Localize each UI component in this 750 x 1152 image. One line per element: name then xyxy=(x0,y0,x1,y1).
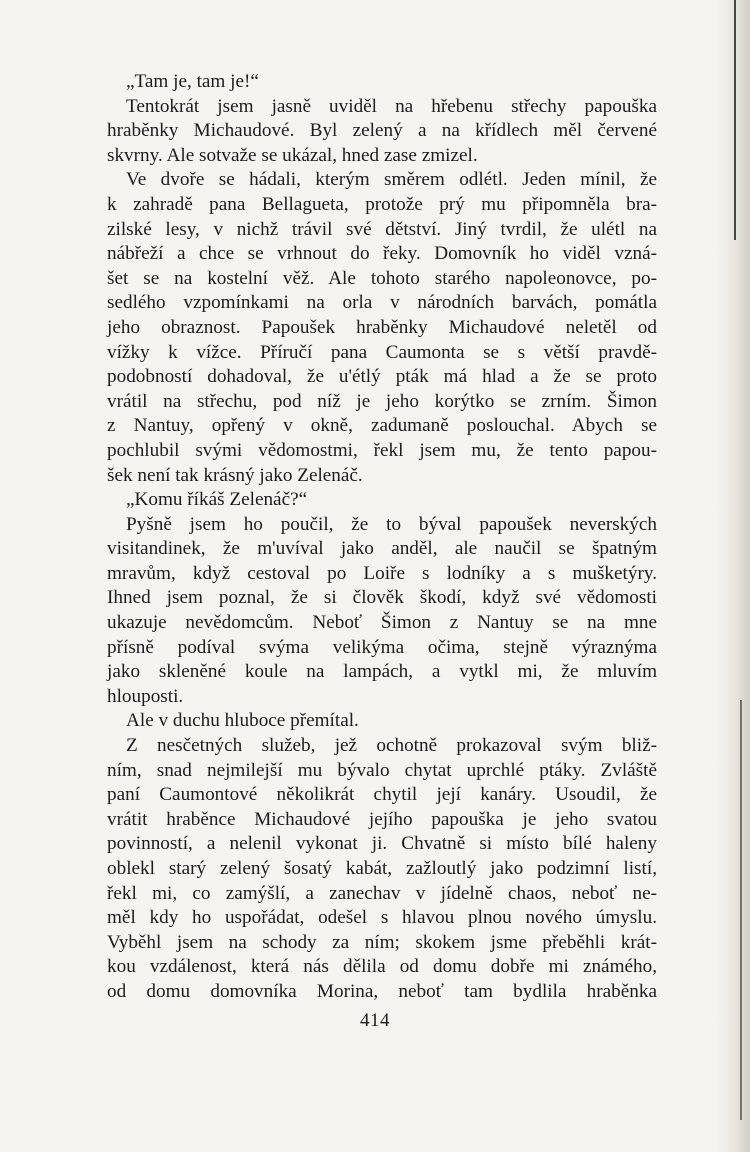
text-line: z Nantuy, opřený v okně, zadumaně poslouchal. Abych se xyxy=(107,415,657,437)
text-line: hraběnky Michaudové. Byl zelený a na křídlech měl červené xyxy=(107,120,657,142)
text-line: nábřeží a chce se vrhnout do řeky. Domovník ho viděl vzná- xyxy=(107,243,657,265)
text-line: vížky k vížce. Příručí pana Caumonta se s větší pravdě- xyxy=(107,341,657,363)
text-line: ukazuje nevědomcům. Neboť Šimon z Nantuy se na mne xyxy=(107,612,657,634)
text-line: šet se na kostelní věž. Ale tohoto starého napoleonovce, po- xyxy=(107,267,657,289)
page-edge-line xyxy=(740,700,742,1120)
text-line: Tentokrát jsem jasně uviděl na hřebenu střechy papouška xyxy=(126,95,657,117)
text-line: měl kdy ho uspořádat, odešel s hlavou plnou nového úmyslu. xyxy=(107,907,657,929)
text-line: šek není tak krásný jako Zelenáč. xyxy=(107,464,363,486)
text-line: Ihned jsem poznal, že si člověk škodí, když své vědomosti xyxy=(107,587,657,609)
text-line: ním, snad nejmilejší mu bývalo chytat uprchlé ptáky. Zvláště xyxy=(107,759,657,781)
text-line: oblekl starý zelený šosatý kabát, zažloutlý jako podzimní listí, xyxy=(107,858,657,879)
text-line: sedlého vzpomínkami na orla v národních barvách, pomátla xyxy=(107,292,657,314)
text-line: k zahradě pana Bellagueta, protože prý mu připomněla bra- xyxy=(107,193,657,215)
text-line: jako skleněné koule na lampách, a vytkl mi, že mluvím xyxy=(107,661,657,683)
text-line: Vyběhl jsem na schody za ním; skokem jsme přeběhli krát- xyxy=(107,931,657,953)
text-line: „Tam je, tam je!“ xyxy=(126,71,259,92)
text-line: pochlubil svými vědomostmi, řekl jsem mu, že tento papou- xyxy=(107,439,657,461)
text-line: kou vzdálenost, která nás dělila od domu dobře mi známého, xyxy=(107,956,657,978)
text-line: povinností, a nelenil vykonat ji. Chvatně si místo bílé haleny xyxy=(107,833,657,855)
text-line: zilské lesy, v nichž trávil své dětství. Jiný tvrdil, že ulétl na xyxy=(107,218,657,240)
text-line: Pyšně jsem ho poučil, že to býval papoušek neverských xyxy=(126,513,657,535)
text-line: mravům, když cestoval po Loiře s lodníky a s mušketýry. xyxy=(107,562,657,584)
text-line: podobností dohadoval, že u'étlý pták má hlad a že se proto xyxy=(107,366,657,388)
text-line: hlouposti. xyxy=(107,685,184,707)
body-text xyxy=(107,70,657,1005)
page-edge-line xyxy=(734,0,736,240)
page-number: 414 xyxy=(360,1010,390,1031)
text-line: Ale v duchu hluboce přemítal. xyxy=(126,710,359,732)
text-line: vrátil na střechu, pod níž je jeho korýtko se zrním. Šimon xyxy=(107,390,657,412)
text-line: paní Caumontové několikrát chytil její kanáry. Usoudil, že xyxy=(107,784,657,806)
text-line: přísně podíval svýma velikýma očima, stejně výraznýma xyxy=(107,636,657,658)
page-edge-shadow xyxy=(716,0,750,1152)
text-line: od domu domovníka Morina, neboť tam bydlila hraběnka xyxy=(107,980,657,1002)
text-line: řekl mi, co zamýšlí, a zanechav v jídelně chaos, neboť ne- xyxy=(107,882,657,904)
text-line: jeho obraznost. Papoušek hraběnky Michaudové neletěl od xyxy=(107,316,657,338)
text-line: vrátit hraběnce Michaudové jejího papouška je jeho svatou xyxy=(107,808,657,830)
text-line: Z nesčetných služeb, jež ochotně prokazoval svým bliž- xyxy=(126,735,657,757)
text-line: skvrny. Ale sotvaže se ukázal, hned zase zmizel. xyxy=(107,144,478,166)
text-line: „Komu říkáš Zelenáč?“ xyxy=(126,489,308,511)
text-line: visitandinek, že m'uvíval jako anděl, ale naučil se špatným xyxy=(107,538,657,560)
text-line: Ve dvoře se hádali, kterým směrem odlétl. Jeden mínil, že xyxy=(126,169,657,191)
